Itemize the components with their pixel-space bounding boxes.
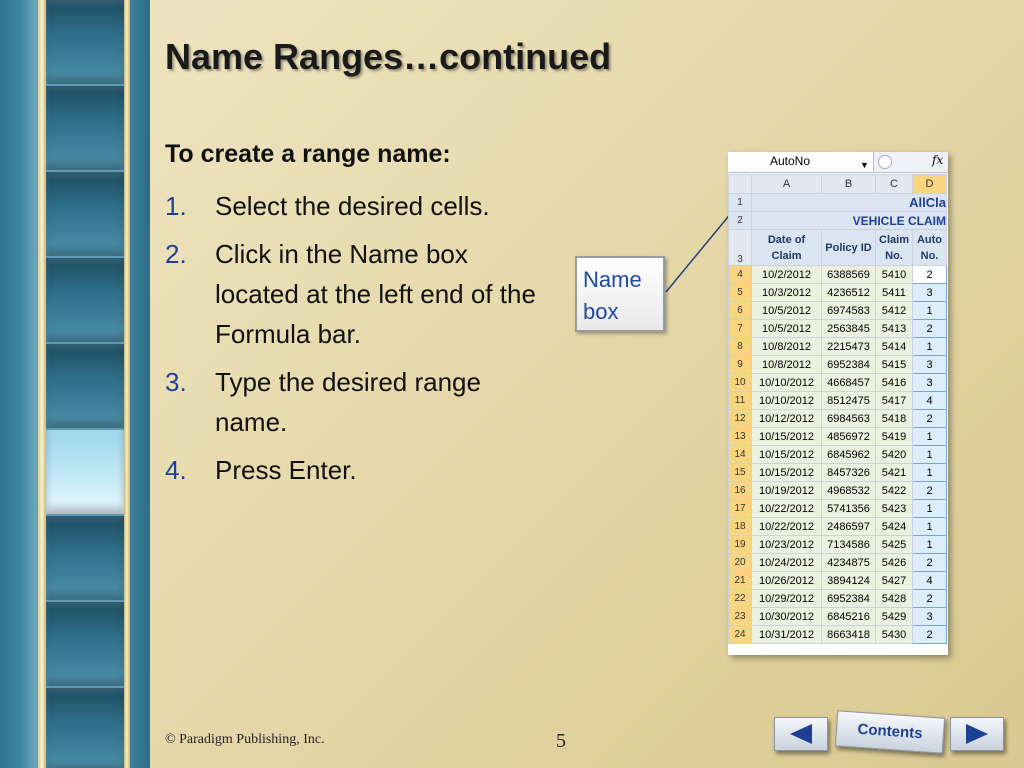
- row-header[interactable]: 15: [729, 464, 752, 482]
- policy-id-cell[interactable]: 2215473: [822, 338, 876, 356]
- row-header[interactable]: 8: [729, 338, 752, 356]
- right-arrow-icon: [962, 722, 992, 746]
- auto-no-cell[interactable]: 3: [913, 356, 947, 374]
- auto-no-cell[interactable]: 3: [913, 284, 947, 302]
- row-header[interactable]: 10: [729, 374, 752, 392]
- date-cell[interactable]: 10/23/2012: [752, 536, 822, 554]
- claim-no-cell[interactable]: 5414: [876, 338, 913, 356]
- claim-no-cell[interactable]: 5419: [876, 428, 913, 446]
- step-number: 4.: [165, 455, 187, 485]
- row-header[interactable]: 2: [729, 212, 752, 230]
- date-cell[interactable]: 10/2/2012: [752, 266, 822, 284]
- table-row: [729, 392, 947, 410]
- table-row: [729, 518, 947, 536]
- table-row: [729, 338, 947, 356]
- table-row: [729, 428, 947, 446]
- chevron-down-icon[interactable]: ▼: [860, 160, 869, 170]
- next-slide-button[interactable]: [950, 717, 1004, 751]
- auto-no-cell[interactable]: 2: [913, 320, 947, 338]
- policy-id-cell[interactable]: 6952384: [822, 356, 876, 374]
- policy-id-cell[interactable]: 2563845: [822, 320, 876, 338]
- claim-no-cell[interactable]: 5411: [876, 284, 913, 302]
- step-text: Type the desired range name.: [215, 367, 481, 437]
- auto-no-cell[interactable]: 2: [913, 482, 947, 500]
- table-row: [729, 482, 947, 500]
- policy-id-cell[interactable]: 6984563: [822, 410, 876, 428]
- formula-bar-circle-icon: [878, 155, 892, 169]
- date-cell[interactable]: 10/12/2012: [752, 410, 822, 428]
- date-cell[interactable]: 10/5/2012: [752, 302, 822, 320]
- policy-id-cell[interactable]: 4856972: [822, 428, 876, 446]
- row-header[interactable]: 23: [729, 608, 752, 626]
- instructions-intro: To create a range name:: [165, 140, 451, 168]
- left-arrow-icon: [786, 722, 816, 746]
- auto-no-cell[interactable]: 1: [913, 446, 947, 464]
- auto-no-cell[interactable]: 4: [913, 392, 947, 410]
- claim-no-cell[interactable]: 5416: [876, 374, 913, 392]
- row-header[interactable]: 14: [729, 446, 752, 464]
- claim-no-cell[interactable]: 5422: [876, 482, 913, 500]
- claim-no-cell[interactable]: 5430: [876, 626, 913, 644]
- auto-no-cell[interactable]: 3: [913, 374, 947, 392]
- step-number: 3.: [165, 367, 187, 397]
- table-row: [729, 266, 947, 284]
- table-row: [729, 446, 947, 464]
- claim-no-cell[interactable]: 5423: [876, 500, 913, 518]
- column-header[interactable]: A: [752, 175, 822, 194]
- row-header[interactable]: 18: [729, 518, 752, 536]
- table-row: [729, 554, 947, 572]
- table-row: [729, 464, 947, 482]
- policy-id-cell[interactable]: 6952384: [822, 590, 876, 608]
- row-header[interactable]: 19: [729, 536, 752, 554]
- column-title-cell[interactable]: Claim No.: [876, 230, 913, 266]
- auto-no-cell[interactable]: 1: [913, 338, 947, 356]
- date-cell[interactable]: 10/30/2012: [752, 608, 822, 626]
- column-header[interactable]: C: [876, 175, 913, 194]
- table-row: [729, 608, 947, 626]
- auto-no-cell[interactable]: 2: [913, 554, 947, 572]
- step-number: 1.: [165, 191, 187, 221]
- auto-no-cell[interactable]: 1: [913, 536, 947, 554]
- table-row: [729, 320, 947, 338]
- date-cell[interactable]: 10/8/2012: [752, 356, 822, 374]
- claim-no-cell[interactable]: 5421: [876, 464, 913, 482]
- claim-no-cell[interactable]: 5427: [876, 572, 913, 590]
- step-text: Select the desired cells.: [215, 191, 490, 221]
- policy-id-cell[interactable]: 8457326: [822, 464, 876, 482]
- row-header[interactable]: 24: [729, 626, 752, 644]
- auto-no-cell[interactable]: 2: [913, 590, 947, 608]
- auto-no-cell[interactable]: 1: [913, 302, 947, 320]
- auto-no-cell[interactable]: 1: [913, 500, 947, 518]
- row-header[interactable]: 13: [729, 428, 752, 446]
- row-header[interactable]: 5: [729, 284, 752, 302]
- step-text: Press Enter.: [215, 455, 357, 485]
- date-cell[interactable]: 10/15/2012: [752, 446, 822, 464]
- policy-id-cell[interactable]: 3894124: [822, 572, 876, 590]
- claim-no-cell[interactable]: 5429: [876, 608, 913, 626]
- date-cell[interactable]: 10/19/2012: [752, 482, 822, 500]
- column-header[interactable]: D: [913, 175, 947, 194]
- policy-id-cell[interactable]: 4968532: [822, 482, 876, 500]
- column-header[interactable]: B: [822, 175, 876, 194]
- policy-id-cell[interactable]: 2486597: [822, 518, 876, 536]
- date-cell[interactable]: 10/10/2012: [752, 392, 822, 410]
- row-header[interactable]: 11: [729, 392, 752, 410]
- sheet-subtitle-cell[interactable]: VEHICLE CLAIM: [752, 212, 947, 230]
- claim-no-cell[interactable]: 5410: [876, 266, 913, 284]
- row-header[interactable]: 16: [729, 482, 752, 500]
- auto-no-cell[interactable]: 1: [913, 518, 947, 536]
- table-row: [729, 536, 947, 554]
- table-row: [729, 410, 947, 428]
- claim-no-cell[interactable]: 5412: [876, 302, 913, 320]
- table-row: [729, 284, 947, 302]
- claim-no-cell[interactable]: 5420: [876, 446, 913, 464]
- auto-no-cell[interactable]: 1: [913, 464, 947, 482]
- date-cell[interactable]: 10/5/2012: [752, 320, 822, 338]
- table-row: [729, 572, 947, 590]
- policy-id-cell[interactable]: 7134586: [822, 536, 876, 554]
- row-header[interactable]: 12: [729, 410, 752, 428]
- auto-no-cell[interactable]: 4: [913, 572, 947, 590]
- row-header[interactable]: 22: [729, 590, 752, 608]
- date-cell[interactable]: 10/24/2012: [752, 554, 822, 572]
- row-header[interactable]: 1: [729, 194, 752, 212]
- contents-button[interactable]: Contents: [835, 710, 945, 753]
- table-row: [729, 590, 947, 608]
- date-cell[interactable]: 10/15/2012: [752, 428, 822, 446]
- claim-no-cell[interactable]: 5417: [876, 392, 913, 410]
- table-row: [729, 500, 947, 518]
- name-box-value: AutoNo: [770, 154, 811, 168]
- name-box-callout: Name box: [575, 256, 665, 332]
- sheet-title-cell[interactable]: AllCla: [752, 194, 947, 212]
- auto-no-cell[interactable]: 2: [913, 410, 947, 428]
- column-title-cell[interactable]: Date of Claim: [752, 230, 822, 266]
- select-all-corner[interactable]: [729, 175, 752, 194]
- date-cell[interactable]: 10/22/2012: [752, 518, 822, 536]
- claim-no-cell[interactable]: 5426: [876, 554, 913, 572]
- formula-bar: [728, 152, 948, 173]
- date-cell[interactable]: 10/29/2012: [752, 590, 822, 608]
- row-header[interactable]: 17: [729, 500, 752, 518]
- row-header[interactable]: 7: [729, 320, 752, 338]
- auto-no-cell[interactable]: 2: [913, 626, 947, 644]
- policy-id-cell[interactable]: 4234875: [822, 554, 876, 572]
- claim-no-cell[interactable]: 5425: [876, 536, 913, 554]
- policy-id-cell[interactable]: 8512475: [822, 392, 876, 410]
- row-header[interactable]: 3: [729, 230, 752, 266]
- date-cell[interactable]: 10/3/2012: [752, 284, 822, 302]
- policy-id-cell[interactable]: 6845962: [822, 446, 876, 464]
- row-header[interactable]: 9: [729, 356, 752, 374]
- claim-no-cell[interactable]: 5418: [876, 410, 913, 428]
- table-row: [729, 356, 947, 374]
- auto-no-cell[interactable]: 2: [913, 266, 947, 284]
- table-row: [729, 302, 947, 320]
- date-cell[interactable]: 10/26/2012: [752, 572, 822, 590]
- row-header[interactable]: 20: [729, 554, 752, 572]
- table-row: [729, 626, 947, 644]
- policy-id-cell[interactable]: 4668457: [822, 374, 876, 392]
- column-title-cell[interactable]: Auto No.: [913, 230, 947, 266]
- previous-slide-button[interactable]: [774, 717, 828, 751]
- step-text: Click in the Name box located at the left end of the Formula bar.: [215, 239, 536, 349]
- policy-id-cell[interactable]: 6388569: [822, 266, 876, 284]
- insert-function-icon[interactable]: fx: [932, 153, 944, 167]
- policy-id-cell[interactable]: 6845216: [822, 608, 876, 626]
- date-cell[interactable]: 10/10/2012: [752, 374, 822, 392]
- claim-no-cell[interactable]: 5428: [876, 590, 913, 608]
- policy-id-cell[interactable]: 4236512: [822, 284, 876, 302]
- column-title-cell[interactable]: Policy ID: [822, 230, 876, 266]
- copyright-footer: © Paradigm Publishing, Inc.: [165, 732, 325, 747]
- row-header[interactable]: 21: [729, 572, 752, 590]
- claim-no-cell[interactable]: 5413: [876, 320, 913, 338]
- auto-no-cell[interactable]: 3: [913, 608, 947, 626]
- policy-id-cell[interactable]: 8663418: [822, 626, 876, 644]
- claim-no-cell[interactable]: 5424: [876, 518, 913, 536]
- table-row: [729, 374, 947, 392]
- slide-title: Name Ranges…continued: [165, 36, 612, 77]
- date-cell[interactable]: 10/31/2012: [752, 626, 822, 644]
- policy-id-cell[interactable]: 5741356: [822, 500, 876, 518]
- worksheet-grid: [728, 174, 947, 644]
- page-number: 5: [556, 730, 566, 752]
- date-cell[interactable]: 10/8/2012: [752, 338, 822, 356]
- date-cell[interactable]: 10/22/2012: [752, 500, 822, 518]
- date-cell[interactable]: 10/15/2012: [752, 464, 822, 482]
- policy-id-cell[interactable]: 6974583: [822, 302, 876, 320]
- row-header[interactable]: 6: [729, 302, 752, 320]
- spreadsheet-screenshot: [728, 152, 948, 655]
- auto-no-cell[interactable]: 1: [913, 428, 947, 446]
- claim-no-cell[interactable]: 5415: [876, 356, 913, 374]
- row-header[interactable]: 4: [729, 266, 752, 284]
- name-box[interactable]: [728, 152, 874, 171]
- step-number: 2.: [165, 239, 187, 269]
